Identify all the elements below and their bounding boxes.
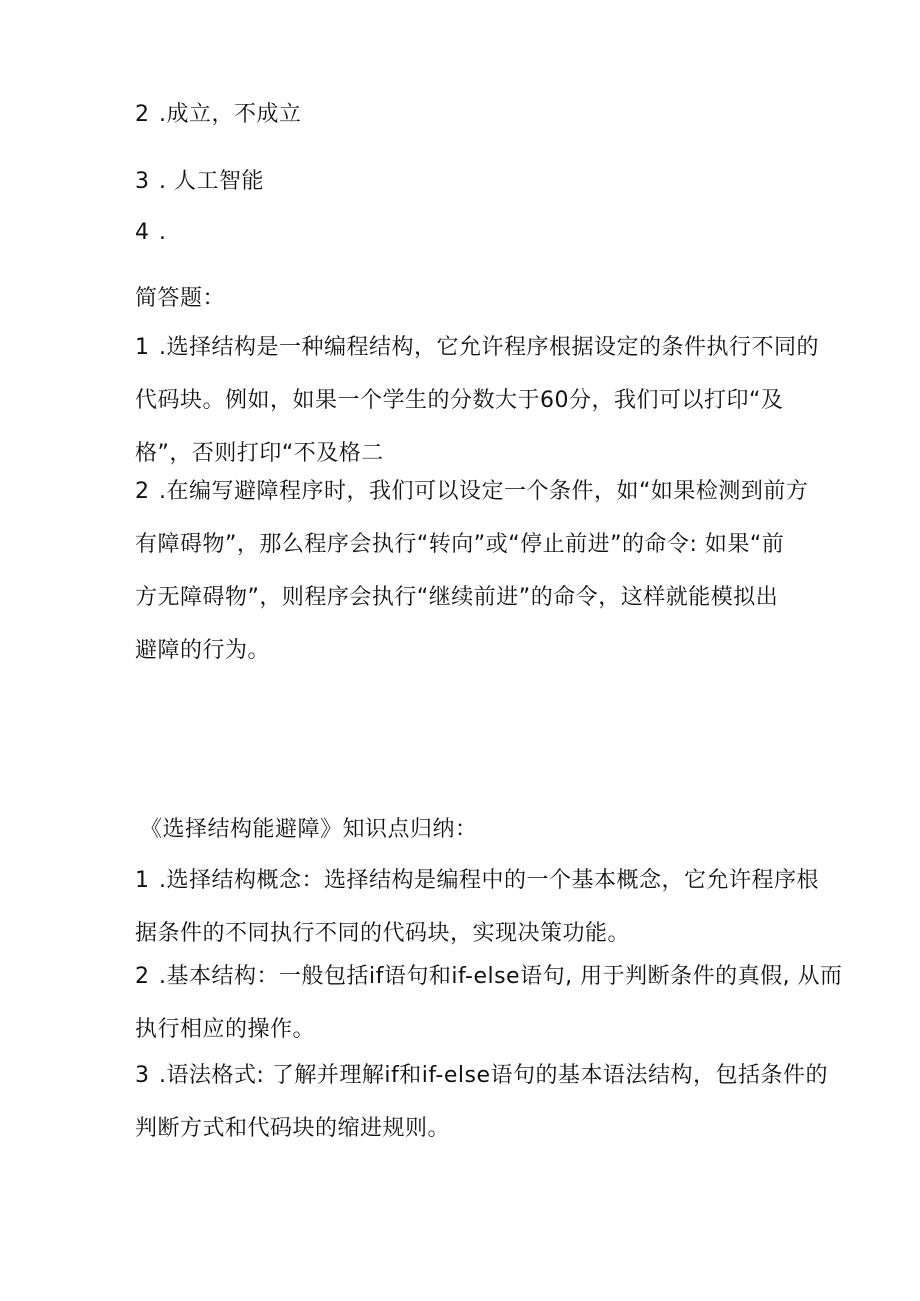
item-text: .成立，不成立 (159, 102, 302, 127)
paragraph-line: 3 .语法格式: 了解并理解if和if-else语句的基本语法结构，包括条件的 (135, 1061, 795, 1091)
paragraph-line: 2 .在编写避障程序时，我们可以设定一个条件，如“如果检测到前方 (135, 477, 795, 507)
item-number: 4 (135, 220, 150, 245)
summary-heading: 《选择结构能避障》知识点归纳： (140, 817, 478, 842)
item-number: 3 (135, 1063, 150, 1088)
paragraph-line: 避障的行为。 (135, 638, 271, 663)
paragraph-line: 1 .选择结构是一种编程结构，它允许程序根据设定的条件执行不同的 (135, 333, 795, 363)
answer-item-3 (135, 167, 795, 197)
paragraph-line: 代码块。例如，如果一个学生的分数大于60分，我们可以打印“及 (135, 388, 784, 413)
paragraph-line: 2 .基本结构：一般包括if语句和if-else语句, 用于判断条件的真假, 从而 (135, 962, 795, 992)
paragraph-line: 判断方式和代码块的缩进规则。 (135, 1116, 451, 1141)
summary-item-1 (135, 866, 819, 949)
paragraph-line: 据条件的不同执行不同的代码块，实现决策功能。 (135, 921, 631, 946)
paragraph-line: 1 .选择结构概念：选择结构是编程中的一个基本概念，它允许程序根 (135, 866, 795, 896)
short-answer-heading: 简答题： (135, 286, 226, 311)
item-number: 2 (135, 102, 150, 127)
item-text: . (159, 220, 167, 245)
paragraph-line: 执行相应的操作。 (135, 1017, 316, 1042)
summary-item-3 (135, 1061, 828, 1144)
answer-item-2 (135, 100, 795, 130)
short-answer-q2 (135, 477, 809, 666)
item-number: 1 (135, 868, 150, 893)
item-number: 1 (135, 335, 150, 360)
answer-item-4 (135, 218, 795, 248)
item-number: 2 (135, 479, 150, 504)
item-number: 2 (135, 964, 150, 989)
short-answer-q1 (135, 333, 819, 469)
paragraph-line: 方无障碍物”，则程序会执行“继续前进”的命令，这样就能模拟出 (135, 585, 779, 610)
paragraph-line: 有障碍物”，那么程序会执行“转向”或“停止前进”的命令: 如果“前 (135, 532, 785, 557)
item-text: . 人工智能 (159, 169, 264, 194)
item-number: 3 (135, 169, 150, 194)
paragraph-line: 格”，否则打印“不及格二 (135, 441, 384, 466)
summary-item-2 (135, 962, 843, 1045)
